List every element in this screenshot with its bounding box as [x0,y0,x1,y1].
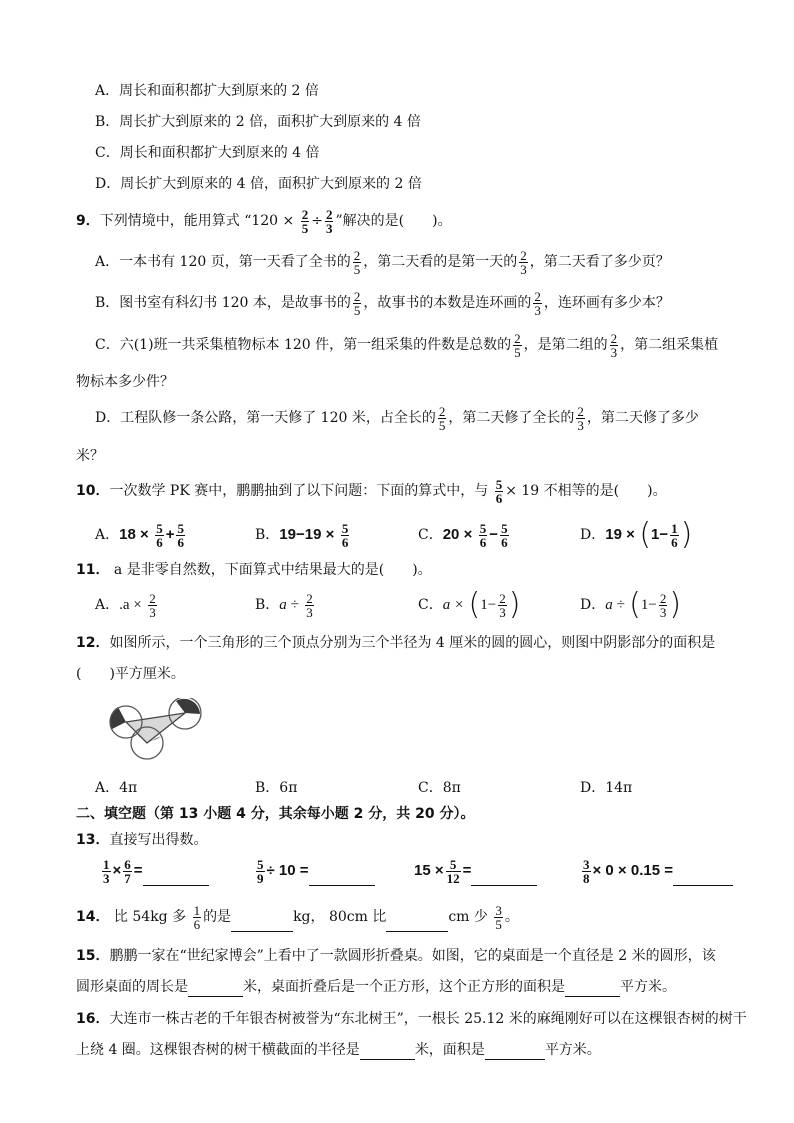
answer-blank[interactable] [471,869,537,886]
answer-blank[interactable] [188,980,243,997]
q8-option-c: C．周长和面积都扩大到原来的 4 倍 [95,145,320,161]
q12-option-b: B．6π [255,780,298,796]
question-number: 11． [76,562,110,578]
q15-line1: 15．鹏鹏一家在“世纪家博会”上看中了一款圆形折叠桌。如图，它的桌面是一个直径是 2 米的圆形，该 [76,948,716,964]
q8-option-b: B．周长扩大到原来的 2 倍，面积扩大到原来的 4 倍 [95,114,421,130]
answer-blank[interactable] [143,869,209,886]
fraction: $\frac{2}{3}$ [577,403,584,433]
q16-line1: 16．大连市一株古老的千年银杏树被誉为“东北树王”，一根长 25.12 米的麻绳刚好可以在这棵银杏树的树干 [76,1011,747,1027]
q9-option-c-line2: 物标本多少件？ [76,374,174,390]
question-number: 14． [76,909,110,925]
q11-option-d: D．a ÷ (1− $\frac{2}{3}$ ) [580,587,682,622]
answer-blank[interactable] [673,869,733,886]
q9-option-d-line2: 米？ [76,448,104,464]
shaded-sector-left [110,707,126,729]
answer-blank[interactable] [485,1043,545,1060]
q14-stem: 14． 比 54kg 多 $\frac{1}{6}$ 的是 kg， 80cm 比 cm 少 $\frac{3}{5}$ 。 [76,902,519,932]
fraction: $\frac{2}{5}$ [514,330,521,360]
question-number: 12． [76,635,110,651]
answer-blank[interactable] [231,915,293,932]
question-number: 9． [76,213,100,229]
q11-option-a: A．.a × $\frac{2}{3}$ [95,590,156,620]
q10-option-d: D．19 × (1− $\frac{1}{6}$ ) [580,517,693,552]
answer-blank[interactable] [309,869,375,886]
question-number: 15． [76,948,110,964]
q9-option-b: B．图书室有科幻书 120 本，是故事书的 $\frac{2}{5}$ ，故事书的本数是连环画的 $\frac{2}{3}$ ，连环画有多少本？ [95,288,670,318]
question-number: 10． [76,483,110,499]
q11-option-b: B．a ÷ $\frac{2}{3}$ [255,590,313,620]
q11-stem: 11． a 是非零自然数，下面算式中结果最大的是( )。 [76,562,432,578]
q9-stem-pre: 下列情境中，能用算式 “120 × [99,213,295,229]
fraction: $\frac{2}{3}$ [325,206,333,236]
q12-option-c: C．8π [418,780,461,796]
q11-option-c: C．a × (1− $\frac{2}{3}$ ) [418,587,521,622]
fraction: $\frac{2}{5}$ [353,247,361,277]
q12-option-a: A．4π [95,780,138,796]
q10-option-b: B．19−19 × $\frac{5}{6}$ [255,520,349,550]
q13-expr-2: $\frac{5}{9}$ ÷ 10 = [254,856,375,886]
fraction: $\frac{5}{6}$ [495,476,503,506]
answer-blank[interactable] [565,980,620,997]
divide-sign: ÷ [311,213,323,229]
fraction: $\frac{2}{3}$ [520,247,527,277]
q16-line2: 上绕 4 圈。这棵银杏树的树干横截面的半径是 米，面积是 平方米。 [76,1042,601,1058]
triangle [126,713,185,743]
q10-option-a: A．18 × $\frac{5}{6}$ + $\frac{5}{6}$ [95,520,184,550]
fraction: $\frac{2}{5}$ [438,403,446,433]
q10-stem: 10．一次数学 PK 赛中，鹏鹏抽到了以下问题：下面的算式中，与 $\frac{5}{6}$ × 19 不相等的是( )。 [76,476,667,506]
q13-expr-1: $\frac{1}{3}$ × $\frac{6}{7}$ = [100,856,209,886]
q9-option-d: D．工程队修一条公路，第一天修了 120 米，占全长的 $\frac{2}{5}$ ，第二天修了全长的 $\frac{2}{3}$ ，第二天修了多少 [95,403,699,433]
q8-option-a: A．周长和面积都扩大到原来的 2 倍 [95,83,319,99]
question-number: 13． [76,832,110,848]
q9-option-c: C．六(1)班一共采集植物标本 120 件，第一组采集的件数是总数的 $\frac{2}{5}$ ，是第二组的 $\frac{2}{3}$ ，第二组采集植 [95,330,719,360]
answer-blank[interactable] [386,915,448,932]
fraction: $\frac{2}{5}$ [301,206,309,236]
q13-stem: 13．直接写出得数。 [76,832,208,848]
q12-stem-line1: 12．如图所示，一个三角形的三个顶点分别为三个半径为 4 厘米的圆的圆心，则图中阴影部分的面积是 [76,635,716,651]
q10-option-c: C．20 × $\frac{5}{6}$ − $\frac{5}{6}$ [418,520,508,550]
q8-option-d: D．周长扩大到原来的 4 倍，面积扩大到原来的 2 倍 [95,176,422,192]
q9-stem [76,206,452,236]
section-title: 二、填空题（第 13 小题 4 分，其余每小题 2 分，共 20 分）。 [76,806,475,822]
q12-figure [100,698,210,778]
q13-expr-4: $\frac{3}{8}$ × 0 × 0.15 = [580,856,733,886]
q15-line2: 圆形桌面的周长是 米，桌面折叠后是一个正方形，这个正方形的面积是 平方米。 [76,979,676,995]
question-number: 16． [76,1011,110,1027]
q9-stem-post: ”解决的是( )。 [335,213,452,229]
q9-option-a: A．一本书有 120 页，第一天看了全书的 $\frac{2}{5}$ ，第二天看的是第一天的 $\frac{2}{3}$ ，第二天看了多少页？ [95,247,670,277]
q12-option-d: D．14π [580,780,633,796]
fraction: $\frac{2}{3}$ [610,330,618,360]
answer-blank[interactable] [360,1043,415,1060]
fraction: $\frac{2}{3}$ [534,288,541,318]
q13-expr-3: 15 × $\frac{5}{12}$ = [414,856,537,886]
fraction: $\frac{2}{5}$ [353,288,361,318]
q12-stem-line2: ( )平方厘米。 [76,666,185,682]
